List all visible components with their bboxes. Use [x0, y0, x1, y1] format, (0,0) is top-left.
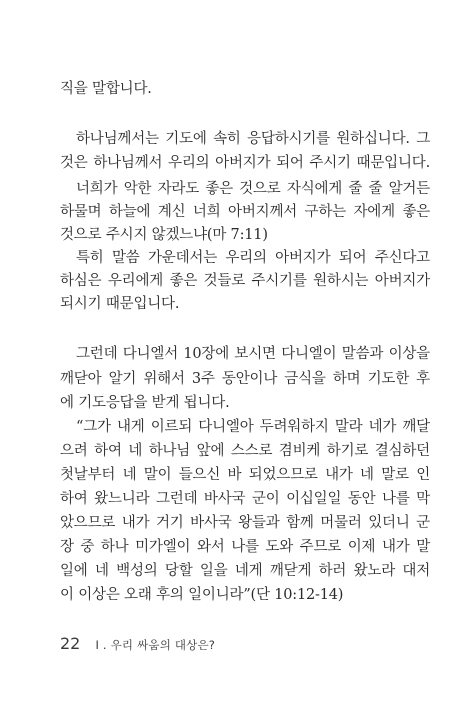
text-line: 너희가 악한 자라도 좋은 것으로 자식에게 줄 줄 알거든	[76, 181, 430, 197]
text-line: 직을 말합니다.	[60, 81, 152, 97]
text-line: 하물며 하늘에 계신 너희 아버지께서 구하는 자에게 좋은	[60, 204, 430, 220]
text-line: 았으므로 내가 거기 바사국 왕들과 함께 머물러 있더니 군	[60, 515, 430, 531]
text-line: 되시기 때문입니다.	[60, 296, 180, 312]
text-line: 그런데 다니엘서 10장에 보시면 다니엘이 말씀과 이상을	[76, 346, 430, 362]
text-line: 하여 왔느니라 그런데 바사국 군이 이십일일 동안 나를 막	[60, 491, 430, 507]
text-line: 으려 하여 네 하나님 앞에 스스로 겸비케 하기로 결심하던	[60, 443, 430, 459]
text-line: 하나님께서는 기도에 속히 응답하시기를 원하십니다. 그	[76, 131, 430, 147]
text-line: 장 중 하나 미가엘이 와서 나를 도와 주므로 이제 내가 말	[60, 539, 430, 555]
chapter-label: I . 우리 싸움의 대상은?	[95, 638, 216, 652]
text-line: 에 기도응답을 받게 됩니다.	[60, 395, 230, 411]
text-line: 것으로 주시지 않겠느냐(마 7:11)	[60, 227, 268, 243]
text-line: 특히 말씀 가운데서는 우리의 아버지가 되어 주신다고	[76, 250, 430, 266]
text-line: 하심은 우리에게 좋은 것들로 주시기를 원하시는 아버지가	[60, 273, 430, 289]
text-line: 깨닫아 알기 위해서 3주 동안이나 금식을 하며 기도한 후	[60, 371, 430, 387]
text-line: “그가 내게 이르되 다니엘아 두려워하지 말라 네가 깨달	[76, 419, 430, 435]
text-line: 이 이상은 오래 후의 일이니라”(단 10:12-14)	[60, 587, 344, 603]
text-line: 첫날부터 네 말이 들으신 바 되었으므로 내가 네 말로 인	[60, 467, 430, 483]
page-footer	[60, 634, 215, 653]
text-line: 것은 하나님께서 우리의 아버지가 되어 주시기 때문입니다.	[60, 155, 430, 171]
page-number: 22	[60, 634, 81, 653]
text-line: 일에 네 백성의 당할 일을 네게 깨닫게 하러 왔노라 대저	[60, 563, 430, 579]
